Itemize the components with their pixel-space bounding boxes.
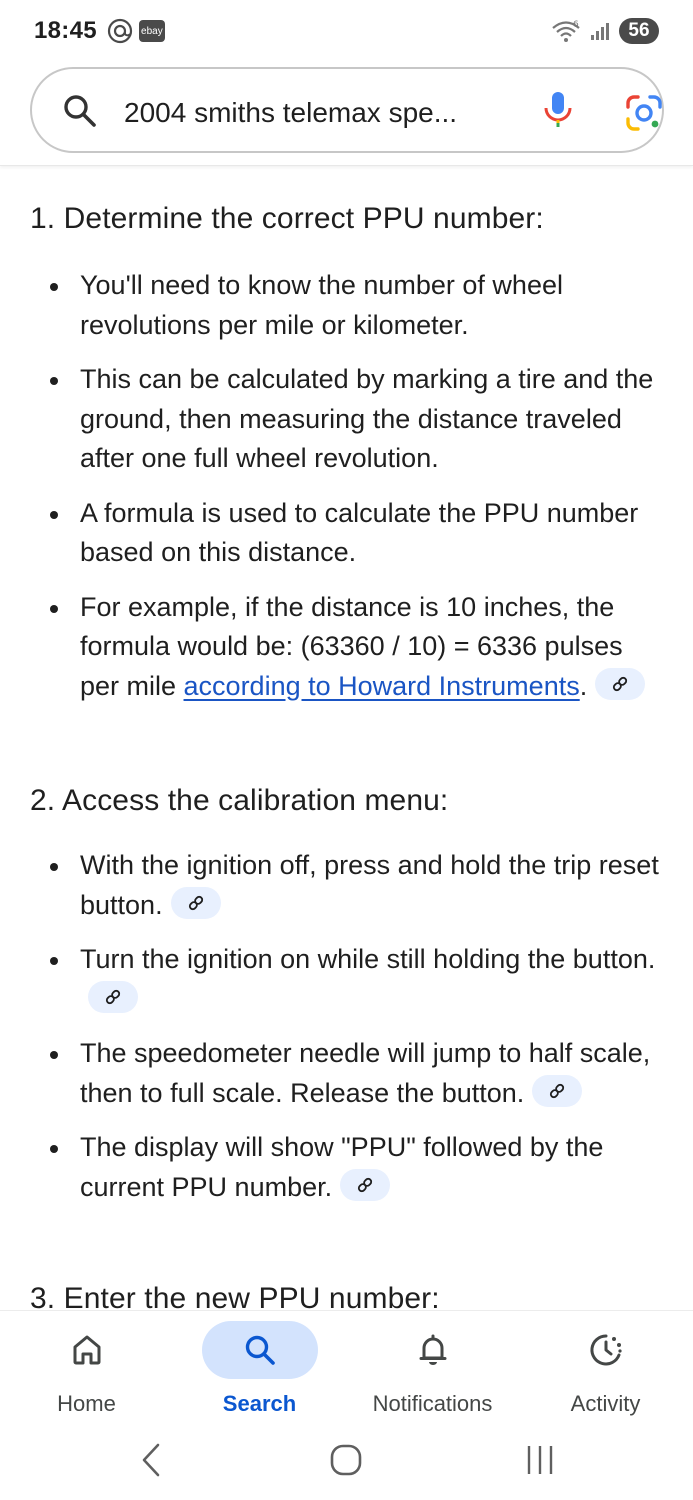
list-item: A formula is used to calculate the PPU number based on this distance. bbox=[48, 494, 668, 573]
source-link-chip[interactable] bbox=[532, 1075, 582, 1107]
signal-icon bbox=[589, 20, 611, 42]
source-link-chip[interactable] bbox=[595, 668, 645, 700]
recent-apps-icon[interactable] bbox=[520, 1440, 560, 1480]
nav-label: Notifications bbox=[372, 1391, 493, 1416]
section-1-list bbox=[48, 266, 668, 721]
list-item: You'll need to know the number of wheel revolutions per mile or kilometer. bbox=[48, 266, 668, 345]
nav-label: Home bbox=[57, 1391, 116, 1416]
threads-icon bbox=[107, 18, 133, 44]
nav-home[interactable] bbox=[0, 1311, 173, 1423]
list-item: With the ignition off, press and hold the trip reset button. bbox=[48, 846, 668, 925]
status-notification-icons bbox=[107, 18, 165, 44]
link-icon bbox=[104, 988, 122, 1006]
list-item: For example, if the distance is 10 inches, the formula would be: (63360 / 10) = 6336 pulses per mile according to Howard Instruments. bbox=[48, 588, 668, 707]
section-2-list bbox=[48, 846, 668, 1222]
section-heading-2: 2. Access the calibration menu: bbox=[30, 784, 449, 817]
microphone-icon[interactable] bbox=[538, 89, 578, 133]
status-system-icons bbox=[551, 18, 659, 44]
link-icon bbox=[356, 1176, 374, 1194]
search-input[interactable]: 2004 smiths telemax spe... bbox=[124, 97, 458, 128]
network-type-label: 6 bbox=[573, 20, 579, 30]
system-navigation-bar bbox=[0, 1422, 693, 1500]
bottom-navigation bbox=[0, 1310, 693, 1422]
search-icon bbox=[243, 1333, 277, 1367]
search-header bbox=[0, 62, 693, 166]
source-link-chip[interactable] bbox=[171, 887, 221, 919]
ai-overview-content bbox=[0, 166, 693, 1310]
home-button-icon[interactable] bbox=[326, 1440, 366, 1480]
list-item: The speedometer needle will jump to half scale, then to full scale. Release the button. bbox=[48, 1034, 668, 1113]
nav-label: Activity bbox=[570, 1391, 641, 1416]
section-heading-3: 3. Enter the new PPU number: bbox=[30, 1282, 440, 1310]
nav-label: Search bbox=[222, 1391, 297, 1416]
back-icon[interactable] bbox=[132, 1440, 172, 1480]
source-link-chip[interactable] bbox=[88, 981, 138, 1013]
nav-activity[interactable] bbox=[519, 1311, 692, 1423]
link-icon bbox=[187, 894, 205, 912]
home-icon bbox=[70, 1333, 104, 1367]
nav-search[interactable] bbox=[173, 1311, 346, 1423]
wifi-icon bbox=[551, 19, 581, 43]
link-icon bbox=[611, 675, 629, 693]
nav-notifications[interactable] bbox=[346, 1311, 519, 1423]
search-icon[interactable] bbox=[62, 93, 98, 129]
link-icon bbox=[548, 1082, 566, 1100]
list-item: The display will show "PPU" followed by the current PPU number. bbox=[48, 1128, 668, 1207]
google-lens-icon[interactable] bbox=[624, 93, 664, 133]
howard-instruments-link[interactable]: according to Howard Instruments bbox=[183, 670, 580, 701]
section-heading-1: 1. Determine the correct PPU number: bbox=[30, 202, 544, 235]
status-bar bbox=[0, 0, 693, 62]
ebay-icon: ebay bbox=[139, 20, 165, 42]
bell-icon bbox=[416, 1333, 450, 1367]
status-time: 18:45 bbox=[34, 17, 97, 44]
activity-icon bbox=[588, 1332, 624, 1368]
battery-icon: 56 bbox=[619, 18, 659, 44]
list-item: This can be calculated by marking a tire and the ground, then measuring the distance traveled after one full wheel revolution. bbox=[48, 360, 668, 479]
search-bar[interactable] bbox=[30, 67, 664, 153]
list-item: Turn the ignition on while still holding the button. bbox=[48, 940, 668, 1019]
source-link-chip[interactable] bbox=[340, 1169, 390, 1201]
